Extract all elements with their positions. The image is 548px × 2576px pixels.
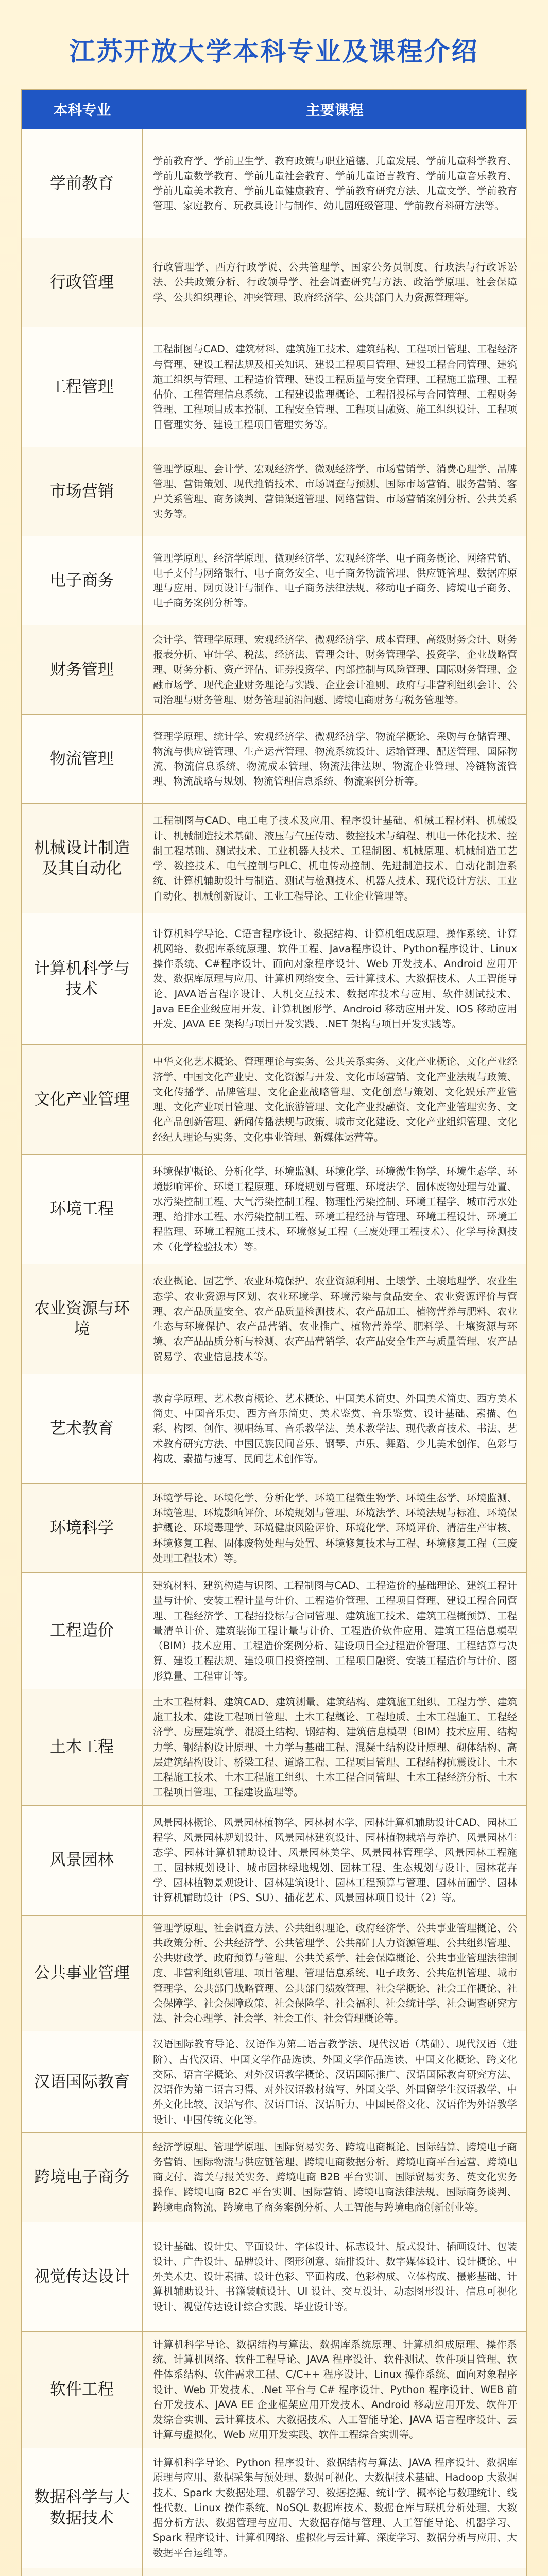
major-name: 土木工程 [22, 1689, 143, 1805]
major-name: 计算机科学与技术 [22, 913, 143, 1044]
major-courses: 汉语国际教育导论、汉语作为第二语言教学法、现代汉语（基础）、现代汉语（进阶）、古代汉语、中国文学作品选读、外国文学作品选读、中国文化概论、跨文化交际、语言学概论、对外汉语教学概论、汉语国际推广、汉语国际教育研究方法、汉语作为第二语言习得、对外汉语教材编写、外国文学、外国留学生汉语教学、中外文化比较、汉语写作、汉语口语、汉语听力、中国民俗文化、汉语作为外语教学设计、中国传统文化等。 [153, 2038, 517, 2126]
major-name: 财务管理 [22, 625, 143, 714]
major-courses: 中华文化艺术概论、管理理论与实务、公共关系实务、文化产业概论、文化产业经济学、中国文化产业史、文化资源与开发、文化市场营销、文化产业法规与政策、文化传播学、品牌管理、文化企业战略管理、文化创意与策划、文化娱乐产业管理、文化产业项目管理、文化旅游管理、文化产业投融资、文化产业管理实务、文化产品创新管理、新闻传播法规与政策、城市文化建设、文化产业组织管理、文化经纪人理论与实务、文化事业管理、新媒体运营等。 [153, 1056, 517, 1143]
table-row [22, 447, 526, 536]
major-courses: 管理学原理、统计学、宏观经济学、微观经济学、物流学概论、采购与仓储管理、物流与供应链管理、生产运营管理、物流系统设计、运输管理、配送管理、国际物流、物流信息系统、物流成本管理、物流法律法规、物流企业管理、冷链物流管理、物流战略与规划、物流管理信息系统、物流案例分析等。 [153, 730, 517, 788]
major-courses: 学前教育学、学前卫生学、教育政策与职业道德、儿童发展、学前儿童科学教育、学前儿童数学教育、学前儿童社会教育、学前儿童语言教育、学前儿童音乐教育、学前儿童美术教育、学前儿童健康教育、学前教育研究方法、儿童文学、学前教育管理、家庭教育、玩教具设计与制作、幼儿园班级管理、学前教育科研方法等。 [153, 155, 517, 212]
major-name: 公共事业管理 [22, 1916, 143, 2031]
table-row [22, 1264, 526, 1374]
major-courses: 工程制图与CAD、电工电子技术及应用、程序设计基础、机械工程材料、机械设计、机械制造技术基础、液压与气压传动、数控技术与编程、机电一体化技术、控制工程基础、测试技术、工业机器人技术、工程制图、机械原理、机械制造工艺学、数控技术、电气控制与PLC、机电传动控制、先进制造技术、自动化制造系统、计算机辅助设计与制造、测试与检测技术、机器人技术、现代设计方法、工业自动化、机械创新设计、工业工程导论、工业企业管理等。 [153, 815, 517, 902]
major-name: 农业资源与环境 [22, 1264, 143, 1374]
table-row [22, 1483, 526, 1572]
major-courses: 管理学原理、会计学、宏观经济学、微观经济学、市场营销学、消费心理学、品牌管理、营销策划、现代推销技术、市场调查与预测、国际市场营销、服务营销、客户关系管理、商务谈判、营销渠道管理、网络营销、市场营销案例分析、公共关系实务等。 [153, 463, 517, 520]
table-row [22, 1154, 526, 1264]
major-name: 风景园林 [22, 1806, 143, 1915]
table-row [22, 2132, 526, 2222]
major-name: 学前教育 [22, 129, 143, 238]
table-row [22, 1915, 526, 2031]
table-row [22, 625, 526, 714]
major-name: 汉语国际教育 [22, 2031, 143, 2132]
major-courses: 教育学原理、艺术教育概论、艺术概论、中国美术简史、外国美术简史、西方美术简史、中国音乐史、西方音乐简史、美术鉴赏、音乐鉴赏、设计基础、素描、色彩、构图、创作、视唱练耳、音乐教学法、美术教学法、现代教育技术、书法、艺术教育研究方法、中国民族民间音乐、钢琴、声乐、舞蹈、少儿美术创作、色彩与构成、素描与速写、民间艺术创作等。 [153, 1392, 517, 1465]
table-row [22, 1805, 526, 1915]
table-row [22, 913, 526, 1044]
table-row [22, 1044, 526, 1154]
major-name: 软件工程 [22, 2332, 143, 2448]
major-courses: 计算机科学导论、C语言程序设计、数据结构、计算机组成原理、操作系统、计算机网络、数据库系统原理、软件工程、Java程序设计、Python程序设计、Linux 操作系统、C#程序设计、面向对象程序设计、Web 开发技术、Android 应用开发、数据库原理与应用、计算机网络安全、云计算技术、大数据技术、人工智能导论、JAVA语言程序设计、人机交互技术、数据库技术与应用、软件测试技术、Java EE企业级应用开发、计算机图形学、Android 移动应用开发、IOS 移动应用开发、JAVA EE 架构与项目开发实践、.NET 架构与项目开发实践等。 [153, 927, 517, 1030]
major-courses: 设计基础、设计史、平面设计、字体设计、标志设计、版式设计、插画设计、包装设计、广告设计、品牌设计、图形创意、编排设计、数字媒体设计、设计概论、中外美术史、设计素描、设计色彩、平面构成、色彩构成、立体构成、摄影基础、计算机辅助设计、书籍装帧设计、UI 设计、交互设计、动态图形设计、信息可视化设计、视觉传达设计综合实践、毕业设计等。 [153, 2240, 517, 2313]
major-courses: 会计学、管理学原理、宏观经济学、微观经济学、成本管理、高级财务会计、财务报表分析、审计学、税法、经济法、管理会计、财务管理学、投资学、企业战略管理、财务分析、资产评估、证券投资学、内部控制与风险管理、国际财务管理、金融市场学、现代企业财务理论与实践、企业会计准则、政府与非营利组织会计、公司治理与财务管理、财务管理前沿问题、跨境电商财务与税务管理等。 [153, 633, 517, 706]
table-row [22, 1572, 526, 1689]
major-name: 环境科学 [22, 1484, 143, 1572]
major-name [22, 2568, 143, 2576]
major-courses: 管理学原理、社会调查方法、公共组织理论、政府经济学、公共事业管理概论、公共政策分析、公共经济学、公共管理学、公共部门人力资源管理、公共组织管理、公共财政学、政府预算与管理、公共关系学、社会保障概论、公共事业管理法律制度、非营利组织管理、项目管理、管理信息系统、电子政务、公共危机管理、城市管理学、公共部门战略管理、公共部门绩效管理、社会学概论、社会工作概论、社会保障学、社会保障政策、社会保险学、社会福利、社会统计学、社会调查研究方法、社会心理学、社会学、社会工作、社会管理概论等。 [153, 1922, 517, 2024]
table-row [22, 2568, 526, 2576]
table-row [22, 129, 526, 238]
major-courses: 土木工程材料、建筑CAD、建筑测量、建筑结构、建筑施工组织、工程力学、建筑施工技术、建设工程项目管理、土木工程概论、工程地质、土木工程施工、工程经济学、房屋建筑学、混凝土结构、钢结构、建筑信息模型（BIM）技术应用、结构力学、钢结构设计原理、土力学与基础工程、混凝土结构设计原理、砌体结构、高层建筑结构设计、桥梁工程、道路工程、工程项目管理、工程结构抗震设计、土木工程施工技术、土木工程施工组织、土木工程合同管理、土木工程经济分析、土木工程项目管理、工程建设监理等。 [153, 1696, 517, 1799]
table-row [22, 1689, 526, 1805]
table-row [22, 2331, 526, 2448]
major-name: 艺术教育 [22, 1374, 143, 1483]
major-courses: 建筑材料、建筑构造与识图、工程制图与CAD、工程造价的基础理论、建筑工程计量与计价、安装工程计量与计价、工程造价管理、工程项目管理、建设工程合同管理、工程经济学、工程招投标与合同管理、建筑施工技术、建筑工程概预算、工程量清单计价、建筑装饰工程计量与计价、工程造价软件应用、建筑工程信息模型（BIM）技术应用、工程造价案例分析、建设项目全过程造价管理、工程结算与决算、建设工程法规、建设项目投资控制、工程项目融资、安装工程造价与计价、图形算量、工程审计等。 [153, 1580, 517, 1682]
table-row [22, 327, 526, 447]
table-row [22, 536, 526, 625]
major-name: 市场营销 [22, 447, 143, 536]
major-courses: 工程制图与CAD、建筑材料、建筑施工技术、建筑结构、工程项目管理、工程经济与管理、建设工程法规及相关知识、建设工程项目管理、建设工程合同管理、建筑施工组织与管理、工程造价管理、建设工程质量与安全管理、工程施工监理、工程估价、工程管理信息系统、工程建设监理概论、工程招投标与合同管理、工程财务管理、工程项目成本控制、工程安全管理、工程项目融资、施工组织设计、工程项目管理实务、建设工程项目管理实务等。 [153, 343, 517, 431]
major-courses: 计算机科学导论、数据结构与算法、数据库系统原理、计算机组成原理、操作系统、计算机网络、软件工程导论、JAVA 程序设计、软件测试、软件项目管理、软件体系结构、软件需求工程、C/C++ 程序设计、Linux 操作系统、面向对象程序设计、Web 开发技术、.Net 平台与 C# 程序设计、Python 程序设计、WEB 前台开发技术、JAVA EE 企业框架应用开发技术、Android 移动应用开发、软件开发综合实训、云计算技术、大数据技术、人工智能导论、JAVA 语言程序设计、云计算与虚拟化、Web 应用开发实践、软件工程综合实训等。 [153, 2338, 517, 2441]
major-name: 行政管理 [22, 238, 143, 327]
major-name: 物流管理 [22, 715, 143, 803]
major-name: 视觉传达设计 [22, 2222, 143, 2331]
major-name: 文化产业管理 [22, 1045, 143, 1154]
table-row [22, 2448, 526, 2568]
table-row [22, 714, 526, 803]
page-title: 江苏开放大学本科专业及课程介绍 [69, 37, 479, 66]
major-courses: 行政管理学、西方行政学说、公共管理学、国家公务员制度、行政法与行政诉讼法、公共政策分析、行政领导学、社会调查研究与方法、政治学原理、社会保障学、公共组织理论、冲突管理、政府经济学、公共部门人力资源管理等。 [153, 261, 517, 303]
major-courses: 管理学原理、经济学原理、微观经济学、宏观经济学、电子商务概论、网络营销、电子支付与网络银行、电子商务安全、电子商务物流管理、供应链管理、数据库原理与应用、网页设计与制作、电子商务法律法规、移动电子商务、跨境电子商务、电子商务案例分析等。 [153, 552, 517, 609]
table-row [22, 1374, 526, 1483]
major-courses [143, 2568, 526, 2576]
table-row [22, 2031, 526, 2132]
table-row [22, 803, 526, 913]
major-name: 电子商务 [22, 536, 143, 625]
header-major: 本科专业 [53, 101, 111, 118]
table-header [22, 90, 526, 129]
major-name: 工程造价 [22, 1573, 143, 1689]
major-courses: 环境学导论、环境化学、分析化学、环境工程微生物学、环境生态学、环境监测、环境管理、环境影响评价、环境规划与管理、环境法学、环境法规与标准、环境保护概论、环境毒理学、环境健康风险评价、环境化学、环境评价、清洁生产审核、环境修复工程、固体废物处理与处置、环境修复技术与工程、环境修复工程（三废处理工程技术）等。 [153, 1492, 517, 1564]
majors-table [21, 89, 527, 2576]
major-courses: 计算机科学导论、Python 程序设计、数据结构与算法、JAVA 程序设计、数据库原理与应用、数据采集与预处理、数据可视化、大数据技术基础、Hadoop 大数据技术、Spark 大数据处理、机器学习、数据挖掘、统计学、概率论与数理统计、线性代数、Linux 操作系统、NoSQL 数据库技术、数据仓库与联机分析处理、大数据分析方法、数据管理与应用、大数据存储与管理、人工智能导论、机器学习、Spark 程序设计、计算机网络、虚拟化与云计算、深度学习、数据分析与应用、大数据平台运维等。 [153, 2456, 517, 2559]
major-courses: 农业概论、园艺学、农业环境保护、农业资源利用、土壤学、土壤地理学、农业生态学、农业资源与区划、农业环境学、环境污染与食品安全、农业资源评价与管理、农产品质量安全、农产品质量检测技术、农产品加工、植物营养与肥料、农业生态与环境保护、农产品营销、农业推广、植物营养学、肥料学、土壤资源与环境、农产品品质分析与检测、农产品营销学、农产品安全生产与质量管理、农产品贸易学、农业信息技术等。 [153, 1275, 517, 1363]
major-courses: 环境保护概论、分析化学、环境监测、环境化学、环境微生物学、环境生态学、环境影响评价、环境工程原理、环境规划与管理、环境法学、固体废物处理与处置、水污染控制工程、大气污染控制工程、物理性污染控制、环境工程学、城市污水处理、给排水工程、水污染控制工程、环境工程经济与管理、环境工程设计、环境工程监理、环境工程施工技术、环境修复工程（三废处理工程技术）、化学与检测技术（化学检验技术）等。 [153, 1165, 517, 1253]
major-name: 跨境电子商务 [22, 2133, 143, 2222]
major-name: 数据科学与大数据技术 [22, 2448, 143, 2568]
header-courses: 主要课程 [305, 101, 364, 118]
major-courses: 经济学原理、管理学原理、国际贸易实务、跨境电商概论、国际结算、跨境电子商务营销、国际物流与供应链管理、跨境电商数据分析、跨境电商平台运营、跨境电商支付、海关与报关实务、跨境电商 B2B 平台实训、国际贸易实务、英文化实务操作、跨境电商 B2C 平台实训、国际营销、跨境电商法律法规、国际商务谈判、跨境电商物流、跨境电子商务案例分析、人工智能与跨境电商创新创业等。 [153, 2141, 517, 2213]
major-name: 环境工程 [22, 1155, 143, 1264]
major-courses: 风景园林概论、风景园林植物学、园林树木学、园林计算机辅助设计CAD、园林工程学、风景园林规划设计、风景园林建筑设计、园林植物栽培与养护、风景园林生态学、园林计算机辅助设计、风景园林美学、风景园林管理学、风景园林工程施工、园林规划设计、城市园林绿地规划、园林工程、生态规划与设计、园林花卉学、园林植物景观设计、园林建筑设计、园林工程预算与管理、园林苗圃学、园林计算机辅助设计（PS、SU）、插花艺术、风景园林项目设计（2）等。 [153, 1816, 517, 1904]
table-row [22, 2222, 526, 2331]
major-name: 机械设计制造及其自动化 [22, 804, 143, 913]
major-name: 工程管理 [22, 327, 143, 447]
table-body [22, 129, 526, 2576]
table-row [22, 238, 526, 327]
